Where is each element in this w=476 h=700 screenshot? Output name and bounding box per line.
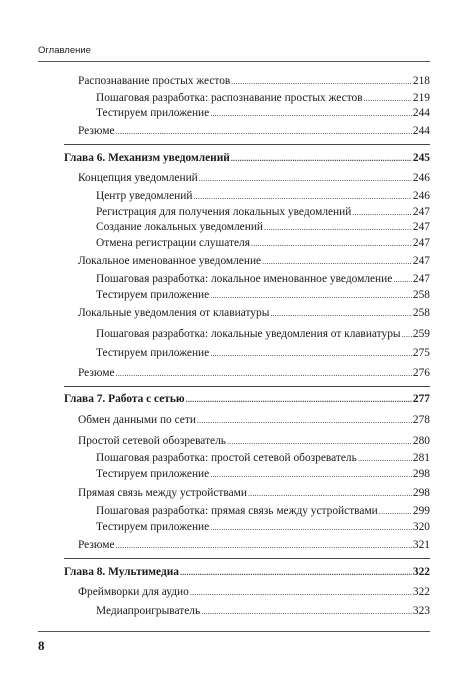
toc-entry[interactable] [96,604,430,619]
header-rule [38,61,430,62]
section-divider [64,558,430,559]
toc-entry-label: Пошаговая разработка: распознавание простых жестов [96,92,363,104]
section-divider [64,144,430,145]
toc-entry-page: 322 [412,586,430,598]
dot-leader [358,452,412,466]
dot-leader [264,221,412,235]
toc-entry-page: 277 [412,393,430,405]
toc-chapter-entry[interactable] [64,392,430,407]
footer-rule [38,631,430,632]
dot-leader [402,328,412,342]
toc-entry-page: 280 [412,435,430,447]
toc-entry-label: Пошаговая разработка: локальное именованное уведомление [96,273,393,285]
toc-entry[interactable] [96,520,430,535]
toc-entry-page: 247 [412,237,430,249]
dot-leader [186,393,412,407]
dot-leader [210,289,412,303]
dot-leader [248,487,412,501]
dot-leader [210,521,412,535]
toc-entry[interactable] [78,585,430,600]
dot-leader [352,206,412,220]
toc-entry[interactable] [78,74,430,89]
toc-entry-label: Простой сетевой обозреватель [78,435,226,447]
toc-entry[interactable] [96,467,430,482]
toc-entry[interactable] [96,91,430,106]
toc-chapter-entry[interactable] [64,151,430,166]
toc-entry[interactable] [78,254,430,269]
toc-entry[interactable] [78,486,430,501]
dot-leader [210,468,412,482]
toc-entry-page: 320 [412,521,430,533]
toc-entry[interactable] [96,205,430,220]
toc-entry[interactable] [96,236,430,251]
toc-chapter-entry[interactable] [64,565,430,580]
toc-entry-label: Локальное именованное уведомление [78,255,262,267]
toc-entry-label: Тестируем приложение [96,289,210,301]
toc-entry-label: Пошаговая разработка: простой сетевой обозреватель [96,452,357,464]
toc-entry[interactable] [96,220,430,235]
dot-leader [180,566,412,580]
toc-entry-page: 281 [412,452,430,464]
toc-entry-label: Тестируем приложение [96,107,210,119]
toc-entry-label: Тестируем приложение [96,347,210,359]
toc-entry[interactable] [96,327,430,342]
toc-entry-page: 247 [412,206,430,218]
toc-entry-page: 247 [412,273,430,285]
toc-entry-page: 259 [412,328,430,340]
toc-entry-label: Прямая связь между устройствами [78,487,247,499]
dot-leader [262,255,412,269]
toc-entry-label: Распознавание простых жестов [78,75,231,87]
toc-entry-page: 276 [412,367,430,379]
toc-entry-page: 245 [412,152,430,164]
dot-leader [379,505,412,519]
dot-leader [231,152,412,166]
toc-entry[interactable] [96,272,430,287]
toc-entry-label: Центр уведомлений [96,190,193,202]
dot-leader [393,273,412,287]
page-number: 8 [38,638,45,653]
toc-entry-page: 258 [412,289,430,301]
dot-leader [193,190,411,204]
toc-entry-page: 218 [412,75,430,87]
toc-entry[interactable] [78,124,430,139]
dot-leader [201,605,412,619]
toc-entry-label: Тестируем приложение [96,521,210,533]
dot-leader [116,539,412,553]
toc-entry-label: Пошаговая разработка: локальные уведомления от клавиатуры [96,328,401,340]
toc-entry-label: Пошаговая разработка: прямая связь между устройствами [96,505,378,517]
toc-entry[interactable] [78,538,430,553]
toc-entry[interactable] [78,413,430,428]
toc-entry-label: Локальные уведомления от клавиатуры [78,307,270,319]
toc-entry-label: Тестируем приложение [96,468,210,480]
toc-entry-page: 246 [412,190,430,202]
toc-entry[interactable] [96,346,430,361]
toc-entry-label: Глава 7. Работа с сетью [64,393,185,405]
toc-entry-label: Регистрация для получения локальных уведомлений [96,206,352,218]
toc-entry[interactable] [78,171,430,186]
toc-entry[interactable] [78,434,430,449]
dot-leader [227,435,412,449]
toc-entry[interactable] [96,451,430,466]
toc-entry-label: Глава 8. Мультимедиа [64,566,179,578]
toc-entry-label: Резюме [78,367,115,379]
toc-entry-page: 246 [412,172,430,184]
toc-entry-page: 275 [412,347,430,359]
toc-entry-page: 298 [412,487,430,499]
toc-entry-page: 244 [412,107,430,119]
toc-entry[interactable] [96,504,430,519]
toc-entry[interactable] [96,288,430,303]
dot-leader [210,347,412,361]
toc-entry[interactable] [78,306,430,321]
toc-entry-page: 322 [412,566,430,578]
toc-entry-page: 323 [412,605,430,617]
toc-entry[interactable] [78,366,430,381]
dot-leader [116,367,412,381]
toc-entry[interactable] [96,189,430,204]
dot-leader [190,586,412,600]
running-head: Оглавление [38,45,91,56]
dot-leader [364,92,412,106]
toc-entry-page: 299 [412,505,430,517]
dot-leader [210,107,412,121]
section-divider [64,386,430,387]
toc-entry-page: 219 [412,92,430,104]
toc-entry-page: 298 [412,468,430,480]
toc-entry-label: Концепция уведомлений [78,172,198,184]
toc-entry-page: 258 [412,307,430,319]
dot-leader [270,307,412,321]
toc-entry-label: Медиапроигрыватель [96,605,201,617]
toc-entry-page: 278 [412,414,430,426]
toc-entry-label: Глава 6. Механизм уведомлений [64,152,230,164]
dot-leader [116,125,412,139]
toc-entry-page: 247 [412,221,430,233]
toc-entry-label: Фреймворки для аудио [78,586,189,598]
toc-entry-page: 247 [412,255,430,267]
toc-entry[interactable] [96,106,430,121]
dot-leader [251,237,412,251]
dot-leader [197,414,412,428]
dot-leader [199,172,412,186]
toc-entry-label: Резюме [78,539,115,551]
toc-entry-label: Резюме [78,125,115,137]
toc-entry-label: Отмена регистрации слушателя [96,237,250,249]
dot-leader [231,75,412,89]
toc-entry-page: 321 [412,539,430,551]
toc-entry-label: Создание локальных уведомлений [96,221,264,233]
toc-entry-page: 244 [412,125,430,137]
toc-entry-label: Обмен данными по сети [78,414,196,426]
